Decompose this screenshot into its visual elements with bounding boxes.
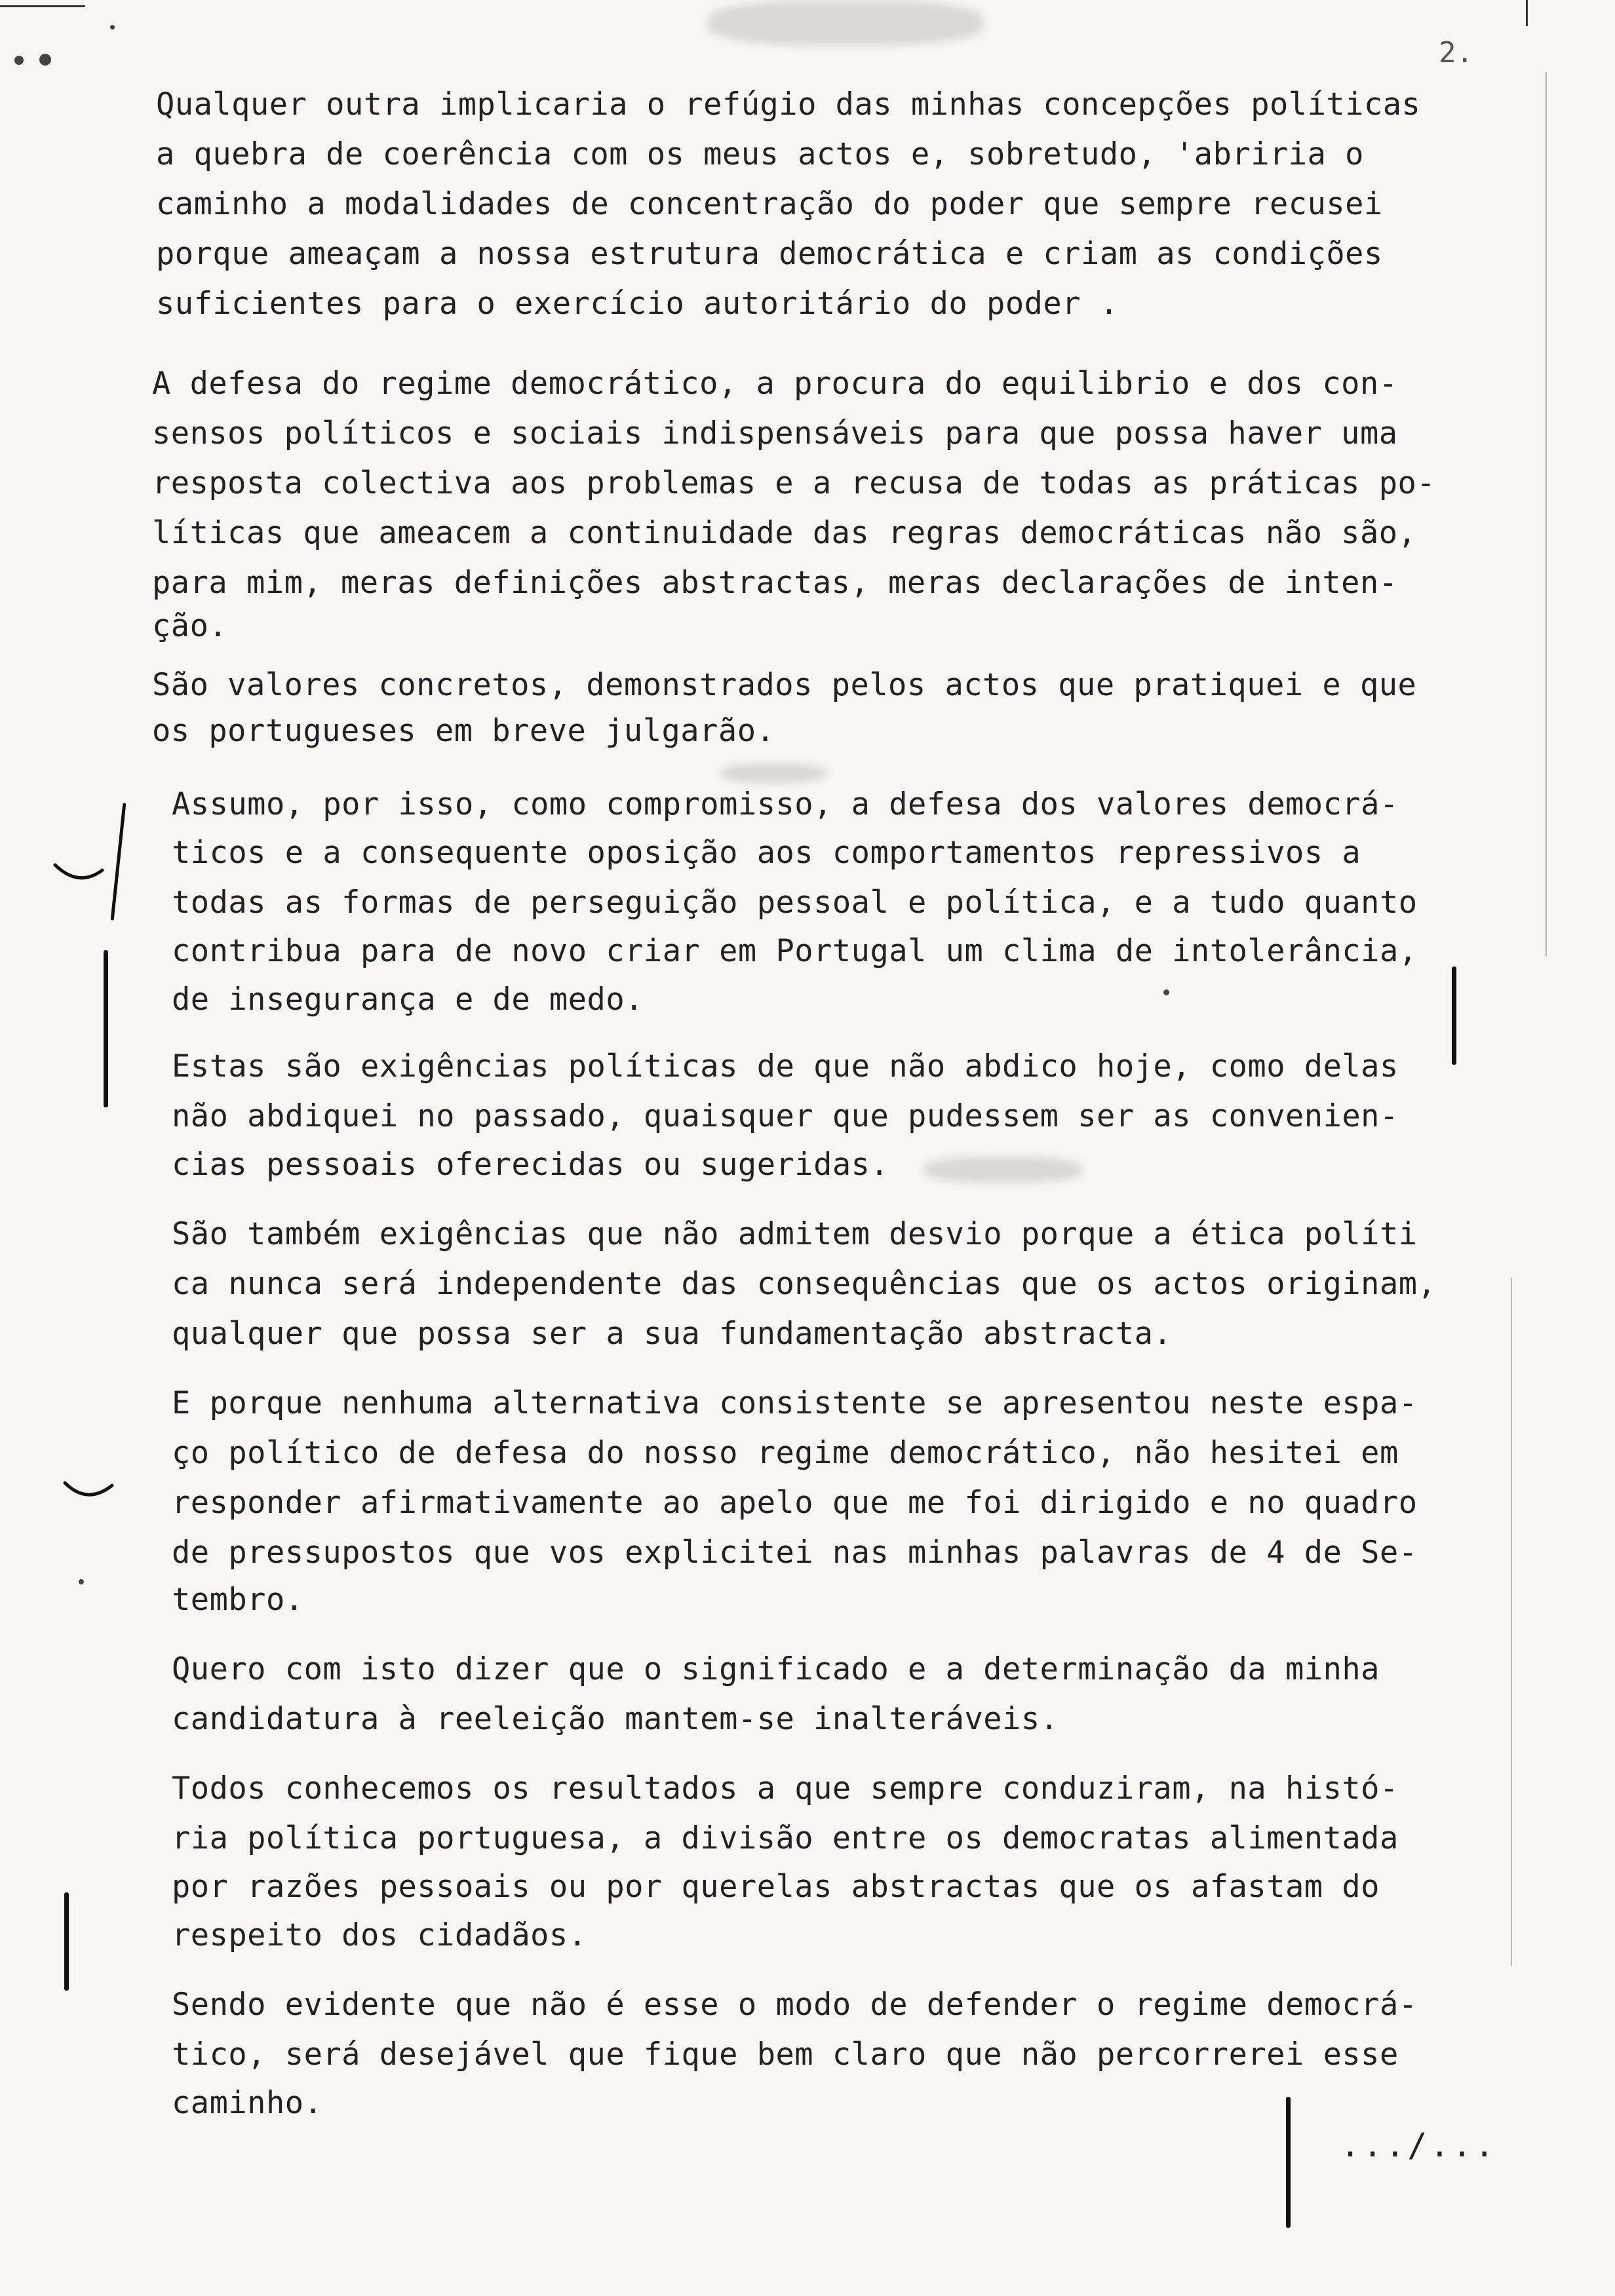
text-line: de insegurança e de medo. xyxy=(172,982,644,1018)
page-number: 2. xyxy=(1439,36,1473,69)
margin-line-mark xyxy=(1286,2097,1291,2228)
text-line: responder afirmativamente ao apelo que me foi dirigido e no quadro xyxy=(172,1485,1418,1521)
text-line: respeito dos cidadãos. xyxy=(172,1917,587,1953)
text-line: de pressupostos que vos explicitei nas minhas palavras de 4 de Se- xyxy=(172,1535,1418,1571)
margin-line-mark xyxy=(104,950,108,1107)
text-line: qualquer que possa ser a sua fundamentação abstracta. xyxy=(172,1316,1173,1352)
text-line: Sendo evidente que não é esse o modo de defender o regime democrá- xyxy=(172,1987,1418,2023)
text-line: Qualquer outra implicaria o refúgio das minhas concepções políticas xyxy=(156,86,1421,123)
margin-line-mark xyxy=(64,1892,69,1991)
text-line: contribua para de novo criar em Portugal um clima de intolerância, xyxy=(172,933,1418,969)
text-line: todas as formas de perseguição pessoal e política, e a tudo quanto xyxy=(172,885,1418,921)
margin-line-mark xyxy=(1452,966,1456,1065)
text-line: caminho. xyxy=(172,2085,323,2121)
scan-speck xyxy=(110,25,115,29)
text-line: tico, será desejável que fique bem claro que não percorrerei esse xyxy=(172,2037,1399,2073)
text-line: A defesa do regime democrático, a procura do equilibrio e dos con- xyxy=(152,366,1398,402)
text-line: Todos conhecemos os resultados a que sempre conduziram, na histó- xyxy=(172,1770,1399,1807)
text-line: líticas que ameacem a continuidade das regras democráticas não são, xyxy=(152,515,1417,551)
scan-edge-line xyxy=(0,5,85,7)
scan-speck xyxy=(39,54,51,66)
margin-curve-mark xyxy=(52,858,105,891)
text-line: por razões pessoais ou por querelas abstractas que os afastam do xyxy=(172,1869,1380,1905)
text-line: resposta colectiva aos problemas e a recusa de todas as práticas po- xyxy=(152,465,1436,501)
text-line: São valores concretos, demonstrados pelos actos que pratiquei e que xyxy=(152,667,1417,703)
text-line: São também exigências que não admitem desvio porque a ética políti xyxy=(172,1216,1418,1252)
text-line: ço político de defesa do nosso regime democrático, não hesitei em xyxy=(172,1435,1399,1471)
text-line: Estas são exigências políticas de que não abdico hoje, como delas xyxy=(172,1048,1399,1084)
scan-edge-line xyxy=(1511,1278,1512,1966)
scan-edge-line xyxy=(1526,0,1528,26)
text-line: ção. xyxy=(152,608,228,644)
margin-line-mark xyxy=(111,803,126,921)
scan-smudge-top xyxy=(708,0,983,46)
continuation-marker: .../... xyxy=(1340,2126,1497,2164)
scan-speck xyxy=(79,1579,84,1584)
text-line: ria política portuguesa, a divisão entre os democratas alimentada xyxy=(172,1820,1399,1856)
text-line: tembro. xyxy=(172,1582,304,1618)
margin-curve-mark xyxy=(62,1478,115,1507)
scan-speck xyxy=(1163,989,1169,995)
text-line: Quero com isto dizer que o significado e a determinação da minha xyxy=(172,1651,1380,1687)
text-line: sensos políticos e sociais indispensáveis para que possa haver uma xyxy=(152,415,1398,451)
text-line: candidatura à reeleição mantem-se inalteráveis. xyxy=(172,1701,1059,1737)
text-line: E porque nenhuma alternativa consistente se apresentou neste espa- xyxy=(172,1385,1418,1421)
scan-speck xyxy=(14,56,24,65)
text-line: porque ameaçam a nossa estrutura democrática e criam as condições xyxy=(156,236,1383,272)
text-line: caminho a modalidades de concentração do poder que sempre recusei xyxy=(156,186,1383,222)
scan-edge-line xyxy=(1546,72,1547,957)
text-line: ca nunca será independente das consequências que os actos originam, xyxy=(172,1266,1437,1302)
text-line: ticos e a consequente oposição aos comportamentos repressivos a xyxy=(172,835,1361,871)
scan-smudge-right xyxy=(924,1157,1081,1183)
text-line: cias pessoais oferecidas ou sugeridas. xyxy=(172,1147,889,1183)
text-line: a quebra de coerência com os meus actos e, sobretudo, 'abriria o xyxy=(156,136,1364,172)
text-line: não abdiquei no passado, quaisquer que pudessem ser as convenien- xyxy=(172,1098,1399,1134)
text-line: os portugueses em breve julgarão. xyxy=(152,713,775,749)
text-line: Assumo, por isso, como compromisso, a defesa dos valores democrá- xyxy=(172,786,1399,822)
text-line: para mim, meras definições abstractas, meras declarações de inten- xyxy=(152,565,1398,601)
text-line: suficientes para o exercício autoritário do poder . xyxy=(156,286,1119,322)
